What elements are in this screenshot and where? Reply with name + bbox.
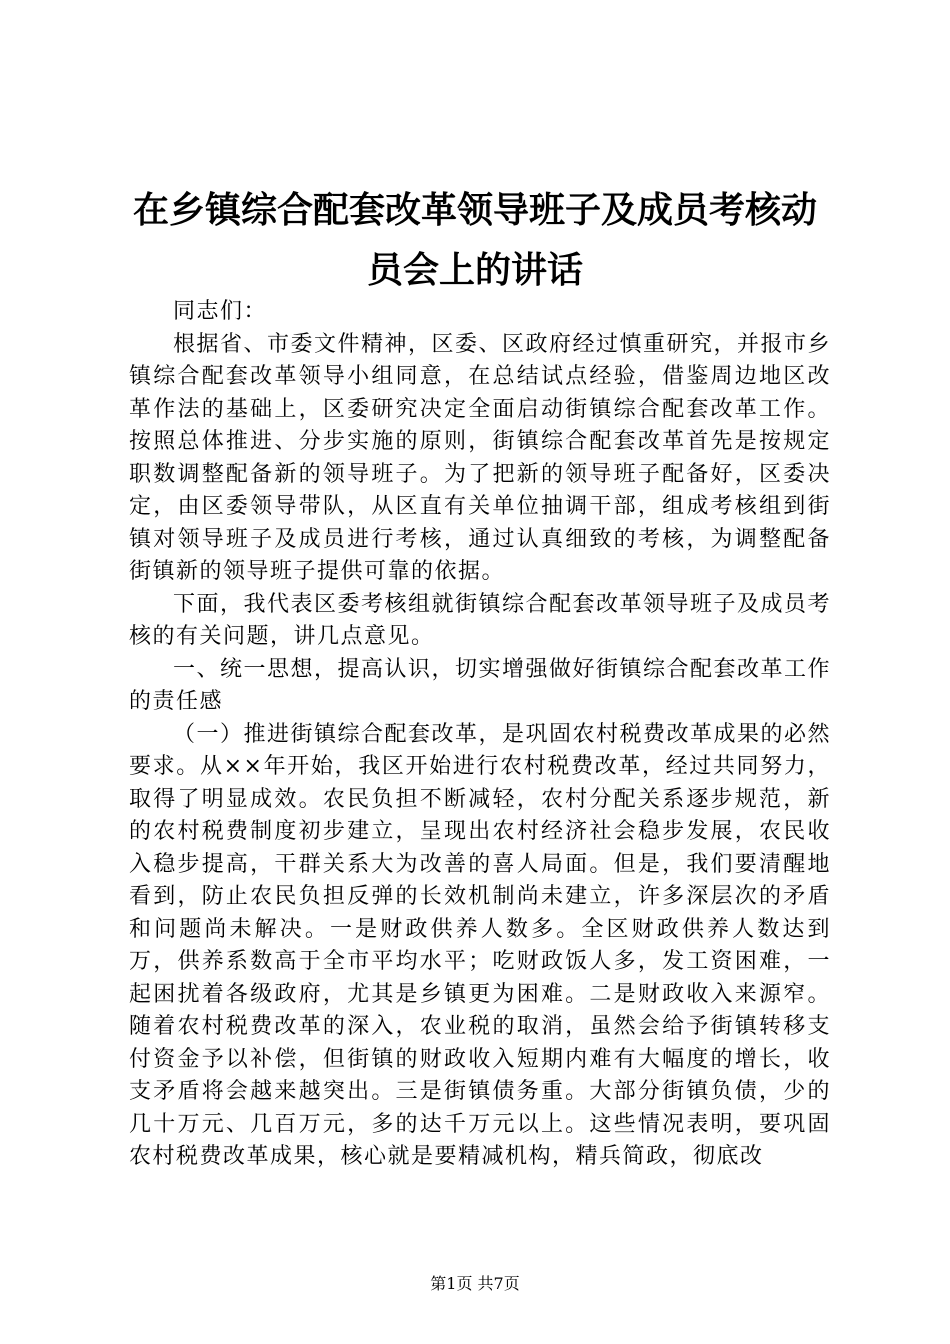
page-number: 第1页 共7页: [430, 1274, 520, 1293]
document-title: 在乡镇综合配套改革领导班子及成员考核动员会上的讲话: [132, 189, 817, 291]
salutation: 同志们：: [173, 299, 268, 324]
body-paragraph: 根据省、市委文件精神，区委、区政府经过慎重研究，并报市乡镇综合配套改革领导小组同意，在总结试点经验，借鉴周边地区改革作法的基础上，区委研究决定全面启动街镇综合配套改革工作。按照总体推进、分步实施的原则，街镇综合配套改革首先是按规定职数调整配备新的领导班子。为了把新的领导班子配备好，区委决定，由区委领导带队，从区直有关单位抽调干部，组成考核组到街镇对领导班子及成员进行考核，通过认真细致的考核，为调整配备街镇新的领导班子提供可靠的依据。: [129, 331, 832, 584]
body-paragraph: 下面，我代表区委考核组就街镇综合配套改革领导班子及成员考核的有关问题，讲几点意见。: [129, 591, 832, 649]
document-body: [129, 296, 831, 1174]
section-heading: 一、统一思想，提高认识，切实增强做好街镇综合配套改革工作的责任感: [129, 656, 832, 714]
body-paragraph: （一）推进街镇综合配套改革，是巩固农村税费改革成果的必然要求。从××年开始，我区开始进行农村税费改革，经过共同努力，取得了明显成效。农民负担不断减轻，农村分配关系逐步规范，新的农村税费制度初步建立，呈现出农村经济社会稳步发展，农民收入稳步提高，干群关系大为改善的喜人局面。但是，我们要清醒地看到，防止农民负担反弹的长效机制尚未建立，许多深层次的矛盾和问题尚未解决。一是财政供养人数多。全区财政供养人数达到万，供养系数高于全市平均水平；吃财政饭人多，发工资困难，一起困扰着各级政府，尤其是乡镇更为困难。二是财政收入来源窄。随着农村税费改革的深入，农业税的取消，虽然会给予街镇转移支付资金予以补偿，但街镇的财政收入短期内难有大幅度的增长，收支矛盾将会越来越突出。三是街镇债务重。大部分街镇负债，少的几十万元、几百万元，多的达千万元以上。这些情况表明，要巩固农村税费改革成果，核心就是要精减机构，精兵简政，彻底改: [129, 721, 832, 1169]
